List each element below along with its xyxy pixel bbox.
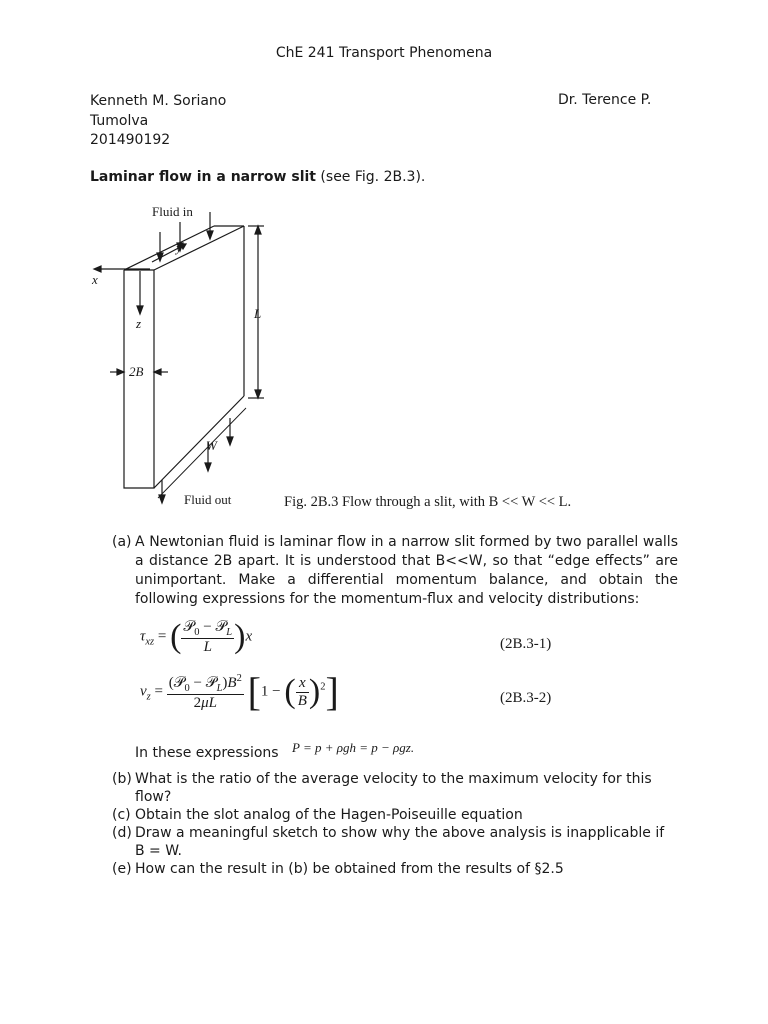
L-arrowhead-bottom <box>255 390 261 398</box>
W-dimension-line <box>158 408 246 498</box>
instructor-name: Dr. Terence P. <box>558 92 652 108</box>
slit-top-edge-front <box>124 226 214 270</box>
question-e-marker: (e) <box>112 861 132 877</box>
W-label: W <box>206 438 217 453</box>
slit-front-face <box>124 270 154 488</box>
in-these-expressions: In these expressions <box>135 745 279 761</box>
course-title: ChE 241 Transport Phenomena <box>275 45 493 61</box>
fluid-out-arrowhead-1 <box>227 437 233 445</box>
author-name: Kenneth M. Soriano <box>90 93 227 109</box>
equation-momentum-flux: $\tau_{xz}$ = ( $\frac{𝒫_0 - 𝒫_L}{L}$ )x <box>140 618 253 655</box>
y-axis-label: y <box>176 240 182 255</box>
question-e <box>112 860 678 878</box>
fluid-out-label: Fluid out <box>184 492 232 507</box>
figure-caption: Fig. 2B.3 Flow through a slit, with B << W << L. <box>284 494 572 510</box>
questions-b-to-e <box>112 770 678 878</box>
question-d <box>112 824 678 860</box>
fluid-out-arrowhead-2 <box>205 463 211 471</box>
student-id: 201490192 <box>90 132 171 148</box>
2B-arrowhead-right <box>154 369 161 375</box>
L-label: L <box>254 306 262 321</box>
question-c <box>112 806 678 824</box>
equation-1-number: (2B.3-1) <box>500 636 552 652</box>
question-a-text: A Newtonian fluid is laminar flow in a narrow slit formed by two parallel walls a distance 2B apart. It is understood that B<<W, so that “edge effects” are unimportant. Make a differential momentum balance, and obtain the following expressions for the momentum-flux and velocity distributions: <box>135 534 678 607</box>
question-b <box>112 770 678 806</box>
question-d-marker: (d) <box>112 825 132 841</box>
fluid-in-arrowhead-1 <box>157 253 163 261</box>
question-c-text: Obtain the slot analog of the Hagen-Poiseuille equation <box>135 807 523 823</box>
question-b-text: What is the ratio of the average velocity to the maximum velocity for this flow? <box>135 771 652 805</box>
slit-top-edge-back <box>154 226 244 270</box>
z-axis-arrowhead <box>137 306 143 314</box>
fluid-in-label: Fluid in <box>152 204 193 219</box>
author-name-continued: Tumolva <box>90 112 149 129</box>
question-e-text: How can the result in (b) be obtained from the results of §2.5 <box>135 861 564 877</box>
z-axis-label: z <box>136 316 142 331</box>
problem-title: Laminar flow in a narrow slit <box>90 169 316 185</box>
fluid-in-arrowhead-3 <box>207 231 213 239</box>
question-d-text: Draw a meaningful sketch to show why the above analysis is inapplicable if B = W. <box>135 825 665 859</box>
question-a <box>112 533 678 609</box>
pressure-expression: P = p + ρgh = p − ρgz. <box>292 740 415 755</box>
x-axis-label: x <box>92 272 98 287</box>
author-block <box>90 92 226 151</box>
question-a-marker: (a) <box>112 534 132 550</box>
equation-velocity: $v_z$ = $\frac{(𝒫_0 - 𝒫_L)B^2}{2\mu L}$ [1 − ( $\frac{x}{B}$ )$^2$] <box>140 669 339 714</box>
equation-2-number: (2B.3-2) <box>500 690 552 706</box>
problem-title-suffix: (see Fig. 2B.3). <box>315 169 426 185</box>
problem-heading <box>90 169 425 185</box>
2B-label: 2B <box>129 364 144 379</box>
2B-arrowhead-left <box>117 369 124 375</box>
L-arrowhead-top <box>255 226 261 234</box>
slit-flow-figure <box>88 196 648 516</box>
question-c-marker: (c) <box>112 807 131 823</box>
question-b-marker: (b) <box>112 771 132 787</box>
